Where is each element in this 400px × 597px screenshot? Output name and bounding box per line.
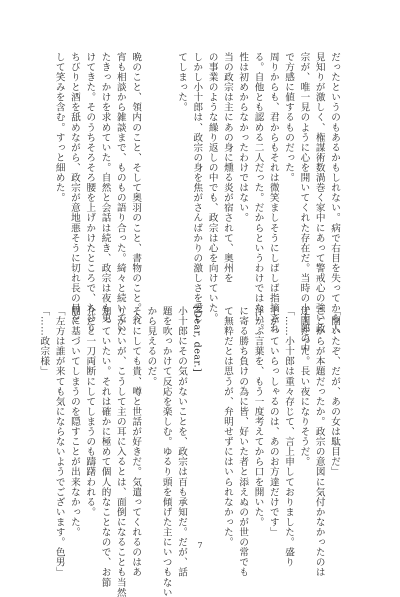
text-line: 浮かぶ言葉を、もう一度考えてから口を開いた。 <box>252 306 264 528</box>
text-line: て無粋だとは思うが、弁明せずにはいられなかった。 <box>221 306 233 548</box>
text-line: 介だと一刀両断にしてしまうのも躊躇われる。 <box>84 306 96 518</box>
text-line: だったというのもあるかもしれない。病で右目を失ってから人 <box>329 52 340 334</box>
text-line: 当の政宗は主にあの身に燻る炎が宿されて、奥州を <box>221 52 233 284</box>
text-line: 宵も相談から雑談まで、ものもの語り合った。綺々と続いてい <box>114 52 126 334</box>
text-line: 性は初めからなかったわけではない。 <box>237 52 249 223</box>
text-line: たきっかけを求めていた。自然と会話は続き、政宗は夜も更 <box>99 52 111 324</box>
text-line: 周りからも、君からもそれは微笑ましそうにしばしば指摘され <box>267 52 279 334</box>
text-line: 晩のこと、領内のこと、そして奥羽のこと、書物のこと。今 <box>130 52 142 324</box>
text-line: 「開いたぞ、だが、あの女は駄目だ」 <box>329 306 340 477</box>
text-line: ここからが本題だったか。政宗の意図に気付かなかったのは <box>313 306 325 578</box>
text-line: 「……小十郎は重々存じて、言上申しておりました。盛り <box>283 306 295 568</box>
text-line: 間に基づいてしまうのを隠すことが出来なかった。 <box>68 306 80 538</box>
page-number: 7 <box>197 541 203 550</box>
text-line: [Dear, dear.] <box>191 306 203 373</box>
text-line: 小十郎にその気がないことを、政宗は百も承知だ。だが、話 <box>176 306 188 578</box>
text-line: 迂闊だった。長い夜になりそうだ。 <box>298 306 310 467</box>
text-line: 上がっていらっしゃるのは、あのお方達だけです」 <box>267 306 279 538</box>
text-line <box>143 52 158 302</box>
text-line: 見知りが激しく、権謀術数渦巻く家中にあって警戒心の強い政 <box>313 52 325 334</box>
text-line <box>158 52 173 302</box>
text-line <box>204 306 219 538</box>
bottom-text-column <box>38 306 342 597</box>
text-line: 「……政宗様」 <box>38 306 50 377</box>
text-line: の事業のような繰り返しの中でも、政宗は心を向けていた。 <box>206 52 218 324</box>
text-line: 知っていたい。それは確かに極めて個人的なことなので、お節 <box>99 306 111 588</box>
text-line: 題を吹っかけて反応を楽しむ。ゆるり頭を傾げた主にいつもない <box>160 306 172 597</box>
text-line: ちびりと酒を舐めながら、政宗が意地悪そうに切れ長の目を <box>68 52 80 324</box>
text-line: で方感に値するものだった。 <box>283 52 295 183</box>
text-line: 「左方は誰が来ても気にならないようでございます。色男」 <box>53 306 65 578</box>
text-line: 宗が、唯一見のように心を開いてくれた存在だ。当時の小十郎の中 <box>298 52 310 354</box>
text-line: る。自他とも認める二人だった。だからというわけではない。 <box>252 52 264 334</box>
text-line: それにしても貴、噂と世話が好きだ。気遣ってくれるのはあ <box>130 306 142 578</box>
text-line: けてきた。そのうちそろそろ腰を上げかけたところで、ちびり <box>84 52 96 334</box>
text-line: に寄る勝ち負けの為に皆、好いた者と添えぬのが世の常でも <box>237 306 249 578</box>
text-line: して笑みを含む。すっと細めた。 <box>53 52 65 203</box>
text-line: てしまった。 <box>176 52 188 113</box>
text-line: りがたいが、こうして主の耳に入るとは、面倒になることも当然 <box>114 306 126 597</box>
text-line: しかし小十郎は、政宗の身を焦がさんばかりの激しさを愛し <box>191 52 203 324</box>
text-line: から見えるのだ。 <box>145 306 157 387</box>
